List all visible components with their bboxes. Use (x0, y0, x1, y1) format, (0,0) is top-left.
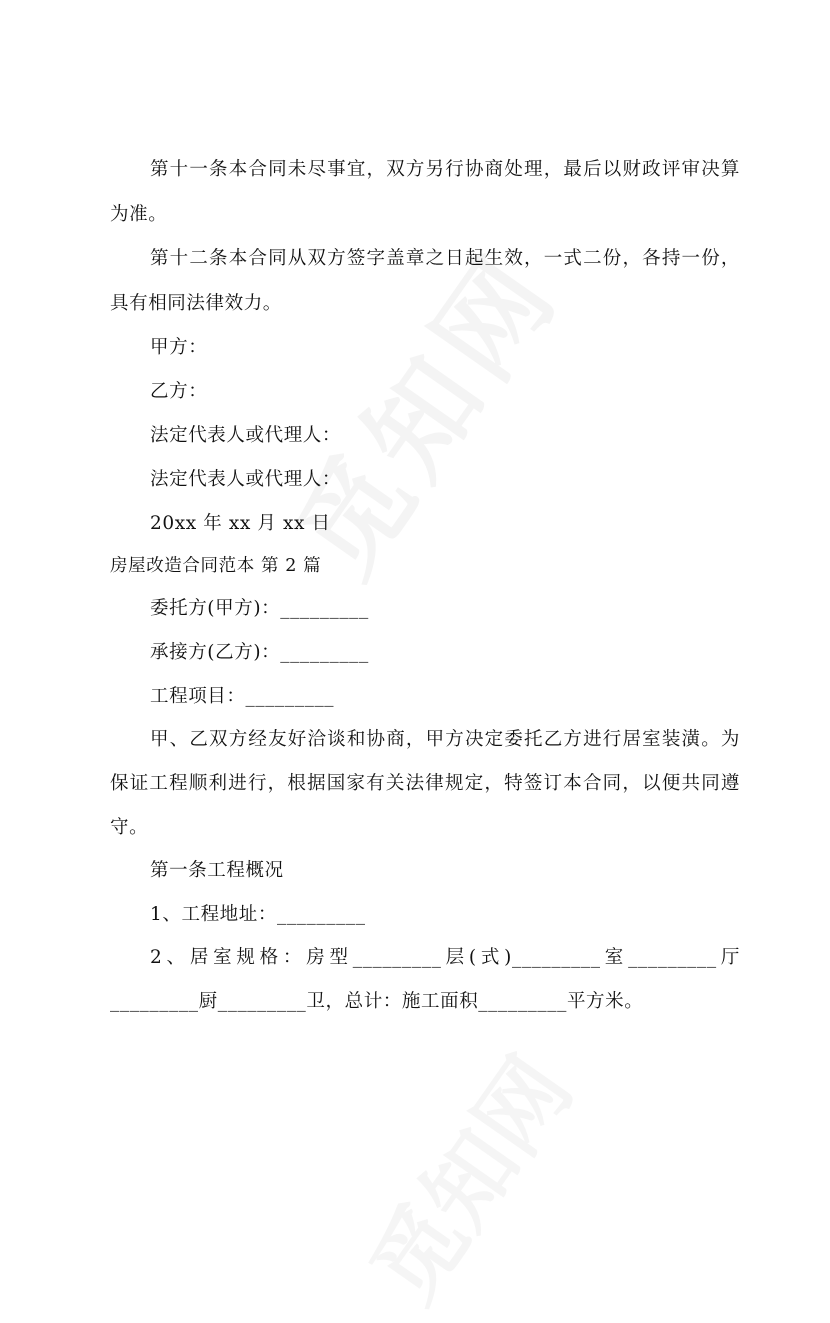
item-1-address: 1、工程地址：_________ (150, 904, 366, 925)
article-11-line-2: 为准。 (110, 204, 168, 225)
intro-line-2: 保证工程顺利进行，根据国家有关法律规定，特签订本合同，以便共同遵 (110, 773, 740, 794)
intro-line-3: 守。 (110, 817, 149, 838)
representative-1: 法定代表人或代理人： (150, 425, 342, 446)
party-b-signature: 乙方： (150, 381, 208, 402)
article-12-line-2: 具有相同法律效力。 (110, 293, 282, 314)
article-12-line-1: 第十二条本合同从双方签字盖章之日起生效，一式二份，各持一份， (150, 248, 740, 269)
section-title: 房屋改造合同范本 第 2 篇 (110, 556, 322, 576)
watermark (252, 216, 588, 602)
party-a-signature: 甲方： (150, 337, 208, 358)
intro-line-1: 甲、乙双方经友好洽谈和协商，甲方决定委托乙方进行居室装潢。为 (150, 729, 740, 750)
project-name: 工程项目：_________ (150, 686, 335, 707)
client-party-a: 委托方(甲方)：_________ (150, 598, 369, 619)
item-2-line-2: _________厨_________卫，总计：施工面积_________平方米。 (110, 991, 644, 1012)
representative-2: 法定代表人或代理人： (150, 469, 342, 490)
article-11-line-1: 第十一条本合同未尽事宜，双方另行协商处理，最后以财政评审决算 (150, 159, 740, 180)
watermark-bottom (334, 1027, 595, 1323)
article-1-heading: 第一条工程概况 (150, 860, 284, 881)
item-2-line-1: 2、居室规格：房型_________层(式)_________室_________厅 (150, 947, 740, 968)
contract-date: 20xx 年 xx 月 xx 日 (150, 513, 331, 534)
contractor-party-b: 承接方(乙方)：_________ (150, 642, 369, 663)
